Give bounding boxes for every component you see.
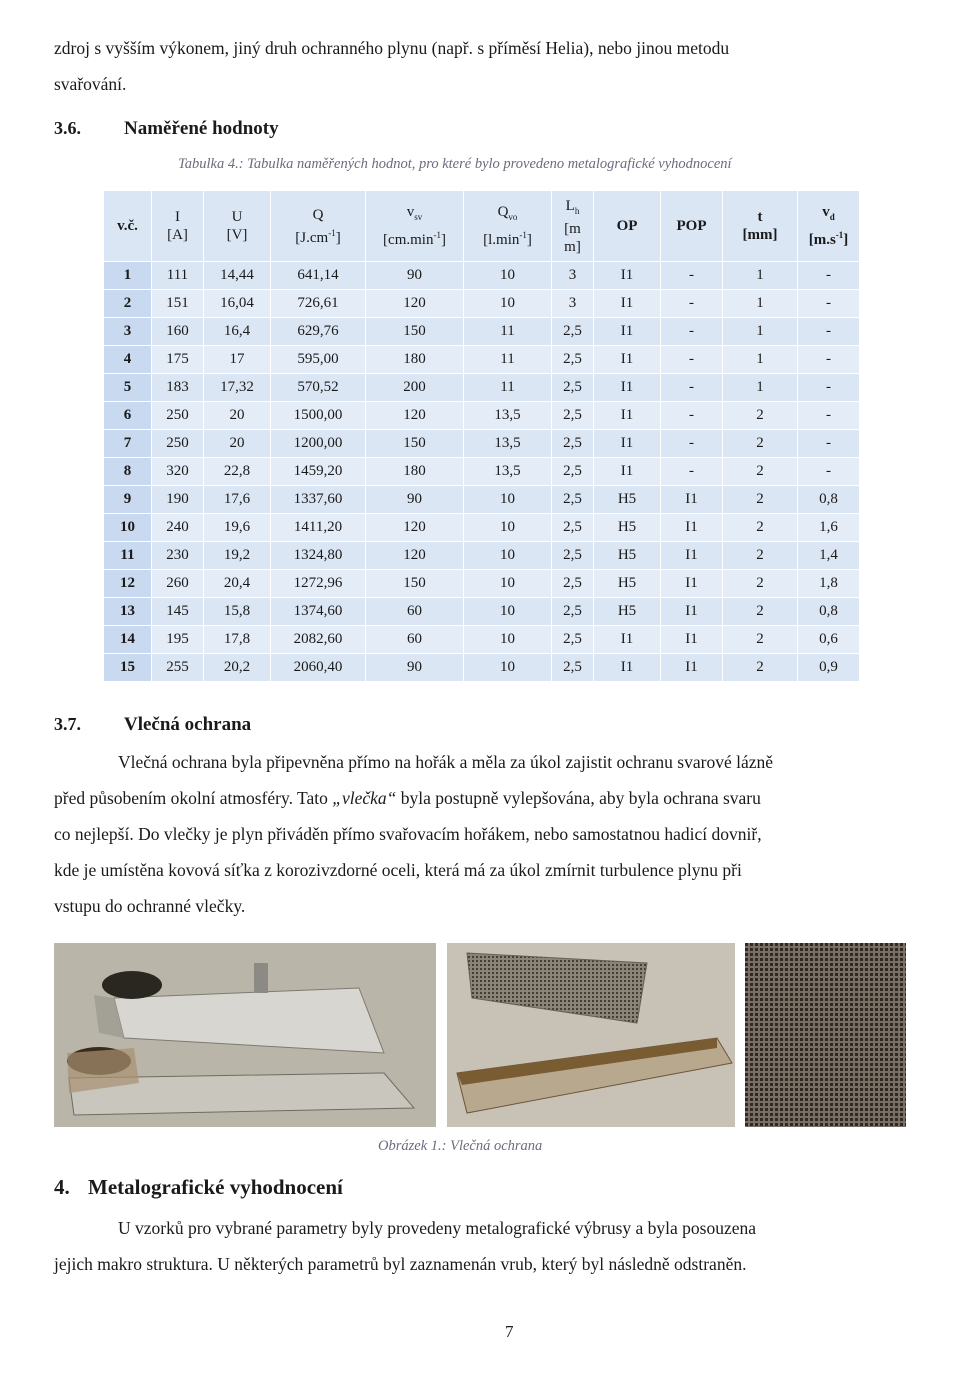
table-cell: 2 — [723, 430, 798, 458]
table-cell: - — [661, 402, 723, 430]
section-36-title: Naměřené hodnoty — [124, 118, 279, 139]
table-cell: 2 — [723, 542, 798, 570]
table-cell: 0,8 — [798, 598, 860, 626]
intro-line-2: svařování. — [54, 74, 127, 94]
header-vc: v.č. — [104, 191, 152, 262]
table-cell: 2 — [723, 654, 798, 682]
table-cell: 60 — [366, 598, 464, 626]
table-cell: I1 — [594, 318, 661, 346]
table-cell: 183 — [152, 374, 204, 402]
table-row — [104, 570, 860, 598]
table-cell: 2,5 — [552, 570, 594, 598]
table-cell: 1200,00 — [271, 430, 366, 458]
table-cell: 2,5 — [552, 430, 594, 458]
row-number-cell: 7 — [104, 430, 152, 458]
table-cell: 11 — [464, 318, 552, 346]
table-cell: 10 — [464, 262, 552, 290]
table-cell: 1,6 — [798, 514, 860, 542]
table-cell: 20 — [204, 402, 271, 430]
row-number-cell: 8 — [104, 458, 152, 486]
table-cell: I1 — [594, 654, 661, 682]
header-op: OP — [594, 191, 661, 262]
table-cell: 1,8 — [798, 570, 860, 598]
row-number-cell: 9 — [104, 486, 152, 514]
section-37-line-3: co nejlepší. Do vlečky je plyn přiváděn přímo svařovacím hořákem, nebo samostatnou hadicí dovniř, — [54, 824, 762, 844]
table-cell: 14,44 — [204, 262, 271, 290]
table-cell: 16,04 — [204, 290, 271, 318]
table-cell: 0,9 — [798, 654, 860, 682]
table-cell: 641,14 — [271, 262, 366, 290]
table-cell: I1 — [594, 458, 661, 486]
table-cell: 120 — [366, 402, 464, 430]
table-cell: 726,61 — [271, 290, 366, 318]
table-cell: - — [661, 374, 723, 402]
table-cell: 17,8 — [204, 626, 271, 654]
table-cell: 2,5 — [552, 458, 594, 486]
table-row — [104, 486, 860, 514]
table-cell: 19,6 — [204, 514, 271, 542]
table-cell: 2,5 — [552, 374, 594, 402]
table-cell: H5 — [594, 570, 661, 598]
table-cell: 240 — [152, 514, 204, 542]
table-cell: I1 — [594, 346, 661, 374]
table-cell: 250 — [152, 430, 204, 458]
table-row — [104, 654, 860, 682]
table-cell: - — [798, 458, 860, 486]
table-cell: - — [798, 402, 860, 430]
table-cell: 20 — [204, 430, 271, 458]
row-number-cell: 6 — [104, 402, 152, 430]
table-cell: 90 — [366, 262, 464, 290]
table-row — [104, 514, 860, 542]
table-cell: 10 — [464, 514, 552, 542]
table-cell: 2 — [723, 458, 798, 486]
table-row — [104, 542, 860, 570]
table-cell: 1 — [723, 262, 798, 290]
table-cell: 150 — [366, 430, 464, 458]
table-cell: I1 — [661, 626, 723, 654]
table-cell: 2,5 — [552, 486, 594, 514]
table-row — [104, 430, 860, 458]
table-cell: - — [661, 346, 723, 374]
table-cell: 200 — [366, 374, 464, 402]
table-cell: 2 — [723, 626, 798, 654]
table-cell: I1 — [661, 598, 723, 626]
header-vd: $v_d$ $[m.s^{-1}]$ — [798, 191, 860, 262]
table-cell: 13,5 — [464, 430, 552, 458]
table-cell: 1 — [723, 318, 798, 346]
table-cell: 10 — [464, 542, 552, 570]
table-cell: - — [661, 458, 723, 486]
table-cell: 2 — [723, 514, 798, 542]
section-36-number: 3.6. — [54, 118, 81, 138]
row-number-cell: 15 — [104, 654, 152, 682]
header-current: I [A] — [152, 191, 204, 262]
table-cell: 17 — [204, 346, 271, 374]
header-welding-speed: $v_{sv}$ $[cm.\min^{-1}]$ — [366, 191, 464, 262]
table-cell: 160 — [152, 318, 204, 346]
table-cell: 60 — [366, 626, 464, 654]
table-cell: H5 — [594, 486, 661, 514]
header-thickness: t [mm] — [723, 191, 798, 262]
row-number-cell: 3 — [104, 318, 152, 346]
row-number-cell: 4 — [104, 346, 152, 374]
table-row — [104, 290, 860, 318]
table-row — [104, 318, 860, 346]
table-cell: 10 — [464, 486, 552, 514]
table-cell: 10 — [464, 654, 552, 682]
header-pop: POP — [661, 191, 723, 262]
table-row — [104, 458, 860, 486]
table-cell: 120 — [366, 514, 464, 542]
table-cell: 2,5 — [552, 542, 594, 570]
table-cell: - — [798, 374, 860, 402]
table-cell: H5 — [594, 598, 661, 626]
table-cell: 2,5 — [552, 598, 594, 626]
table-cell: 175 — [152, 346, 204, 374]
table-row — [104, 374, 860, 402]
table-cell: 10 — [464, 570, 552, 598]
table-cell: 2,5 — [552, 514, 594, 542]
table-cell: 260 — [152, 570, 204, 598]
table-cell: 2,5 — [552, 626, 594, 654]
table-cell: 570,52 — [271, 374, 366, 402]
row-number-cell: 12 — [104, 570, 152, 598]
table-cell: I1 — [661, 514, 723, 542]
table-cell: 1 — [723, 346, 798, 374]
table-caption: Tabulka 4.: Tabulka naměřených hodnot, pro které bylo provedeno metalografické vyhodnocení — [178, 156, 732, 172]
table-cell: 2060,40 — [271, 654, 366, 682]
table-cell: 1411,20 — [271, 514, 366, 542]
table-row — [104, 346, 860, 374]
row-number-cell: 10 — [104, 514, 152, 542]
table-cell: 17,6 — [204, 486, 271, 514]
table-cell: I1 — [594, 374, 661, 402]
table-cell: 20,2 — [204, 654, 271, 682]
table-cell: - — [798, 430, 860, 458]
row-number-cell: 11 — [104, 542, 152, 570]
table-cell: 595,00 — [271, 346, 366, 374]
table-cell: 0,8 — [798, 486, 860, 514]
section-4-line-2: jejich makro struktura. U některých parametrů byl zaznamenán vrub, který byl následně odstraněn. — [54, 1254, 747, 1274]
table-cell: 120 — [366, 290, 464, 318]
table-cell: 255 — [152, 654, 204, 682]
row-number-cell: 14 — [104, 626, 152, 654]
section-4-line-1: U vzorků pro vybrané parametry byly provedeny metalografické výbrusy a byla posouzena — [118, 1218, 757, 1238]
table-cell: - — [661, 318, 723, 346]
section-37-number: 3.7. — [54, 714, 81, 734]
table-cell: 16,4 — [204, 318, 271, 346]
table-cell: 1459,20 — [271, 458, 366, 486]
section-4-number: 4. — [54, 1175, 70, 1199]
table-cell: 3 — [552, 262, 594, 290]
table-cell: 1272,96 — [271, 570, 366, 598]
section-37-line-5: vstupu do ochranné vlečky. — [54, 896, 246, 916]
intro-line-1: zdroj s vyšším výkonem, jiný druh ochranného plynu (např. s příměsí Helia), nebo jinou metodu — [54, 38, 730, 58]
header-heat-input: Q $[J.cm^{-1}]$ — [271, 191, 366, 262]
measurements-table — [103, 190, 860, 682]
table-cell: 1 — [723, 290, 798, 318]
table-cell: 230 — [152, 542, 204, 570]
table-cell: 2,5 — [552, 402, 594, 430]
table-cell: 10 — [464, 598, 552, 626]
row-number-cell: 13 — [104, 598, 152, 626]
table-cell: 320 — [152, 458, 204, 486]
header-lh: $L_h$ [m m] — [552, 191, 594, 262]
table-cell: 11 — [464, 346, 552, 374]
table-cell: I1 — [594, 290, 661, 318]
table-cell: 2 — [723, 402, 798, 430]
table-cell: 13,5 — [464, 458, 552, 486]
section-37-line-1: Vlečná ochrana byla připevněna přímo na hořák a měla za úkol zajistit ochranu svarové lázně — [118, 752, 773, 772]
table-cell: I1 — [661, 654, 723, 682]
table-row — [104, 262, 860, 290]
table-cell: - — [798, 290, 860, 318]
table-cell: 17,32 — [204, 374, 271, 402]
header-gas-flow: $Q_{vo}$ $[l.\min^{-1}]$ — [464, 191, 552, 262]
table-cell: 2082,60 — [271, 626, 366, 654]
table-cell: 20,4 — [204, 570, 271, 598]
table-cell: 1 — [723, 374, 798, 402]
table-cell: 151 — [152, 290, 204, 318]
table-row — [104, 598, 860, 626]
table-cell: I1 — [594, 402, 661, 430]
table-cell: 120 — [366, 542, 464, 570]
table-cell: 2 — [723, 570, 798, 598]
vlecka-term: „vlečka“ — [332, 788, 397, 808]
row-number-cell: 2 — [104, 290, 152, 318]
table-row — [104, 402, 860, 430]
row-number-cell: 5 — [104, 374, 152, 402]
table-cell: 90 — [366, 486, 464, 514]
section-4-title: Metalografické vyhodnocení — [88, 1175, 343, 1199]
page-number: 7 — [505, 1322, 514, 1341]
table-cell: - — [661, 290, 723, 318]
table-cell: I1 — [661, 486, 723, 514]
table-cell: 19,2 — [204, 542, 271, 570]
table-cell: I1 — [661, 542, 723, 570]
table-cell: 2,5 — [552, 346, 594, 374]
table-cell: 1,4 — [798, 542, 860, 570]
table-cell: H5 — [594, 542, 661, 570]
table-cell: 2,5 — [552, 318, 594, 346]
table-cell: 111 — [152, 262, 204, 290]
table-cell: 150 — [366, 318, 464, 346]
table-cell: 13,5 — [464, 402, 552, 430]
table-cell: 180 — [366, 346, 464, 374]
table-cell: I1 — [661, 570, 723, 598]
table-cell: - — [798, 318, 860, 346]
table-row — [104, 626, 860, 654]
photo-trailing-shield — [54, 943, 436, 1127]
table-cell: I1 — [594, 626, 661, 654]
section-37-line-2: před působením okolní atmosféry. Tato „vlečka“ byla postupně vylepšována, aby byla ochrana svaru — [54, 788, 761, 808]
table-cell: 22,8 — [204, 458, 271, 486]
table-cell: 15,8 — [204, 598, 271, 626]
table-cell: 180 — [366, 458, 464, 486]
table-cell: - — [661, 430, 723, 458]
table-cell: 145 — [152, 598, 204, 626]
table-header-row — [104, 191, 860, 262]
table-cell: 629,76 — [271, 318, 366, 346]
table-cell: I1 — [594, 262, 661, 290]
table-cell: 0,6 — [798, 626, 860, 654]
table-cell: H5 — [594, 514, 661, 542]
table-cell: 10 — [464, 290, 552, 318]
table-cell: 2 — [723, 598, 798, 626]
table-cell: 1337,60 — [271, 486, 366, 514]
table-cell: 90 — [366, 654, 464, 682]
section-37-line-4: kde je umístěna kovová síťka z korozivzdorné oceli, která má za úkol zmírnit turbulence plynu při — [54, 860, 742, 880]
table-cell: I1 — [594, 430, 661, 458]
table-cell: - — [798, 346, 860, 374]
row-number-cell: 1 — [104, 262, 152, 290]
photo-mesh-detail — [745, 943, 906, 1127]
table-cell: 1324,80 — [271, 542, 366, 570]
table-cell: 1374,60 — [271, 598, 366, 626]
section-37-title: Vlečná ochrana — [124, 714, 252, 735]
table-cell: 2,5 — [552, 654, 594, 682]
table-cell: 11 — [464, 374, 552, 402]
table-cell: 10 — [464, 626, 552, 654]
table-cell: 195 — [152, 626, 204, 654]
table-cell: - — [661, 262, 723, 290]
table-cell: 1500,00 — [271, 402, 366, 430]
header-voltage: U [V] — [204, 191, 271, 262]
table-cell: 3 — [552, 290, 594, 318]
table-cell: 190 — [152, 486, 204, 514]
photo-mesh-insert — [447, 943, 735, 1127]
table-cell: 2 — [723, 486, 798, 514]
table-cell: - — [798, 262, 860, 290]
table-cell: 150 — [366, 570, 464, 598]
table-cell: 250 — [152, 402, 204, 430]
figure-caption: Obrázek 1.: Vlečná ochrana — [378, 1138, 543, 1154]
